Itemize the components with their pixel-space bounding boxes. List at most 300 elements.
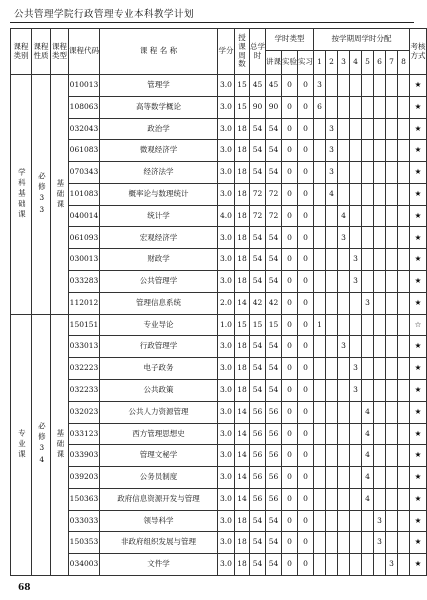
lecture-cell: 72 xyxy=(266,183,282,205)
semester-4-hours-cell xyxy=(350,96,362,118)
practice-cell: 0 xyxy=(298,488,314,510)
semester-6-hours-cell xyxy=(374,140,386,162)
semester-7-hours-cell xyxy=(386,249,398,271)
table-row xyxy=(11,118,427,140)
weeks-cell: 18 xyxy=(235,249,250,271)
semester-1-hours-cell xyxy=(314,379,326,401)
semester-5-hours-cell xyxy=(362,183,374,205)
experiment-cell: 0 xyxy=(282,423,298,445)
semester-2-hours-cell xyxy=(326,249,338,271)
course-code-cell: 032023 xyxy=(69,401,100,423)
total-hours-cell: 56 xyxy=(250,401,266,423)
semester-6-hours-cell xyxy=(374,379,386,401)
semester-3-hours-cell xyxy=(338,445,350,467)
total-hours-cell: 54 xyxy=(250,554,266,576)
semester-5-hours-cell xyxy=(362,96,374,118)
lecture-cell: 54 xyxy=(266,162,282,184)
semester-6-hours-cell xyxy=(374,554,386,576)
lecture-cell: 90 xyxy=(266,96,282,118)
exam-method-cell: ★ xyxy=(410,467,427,489)
practice-cell: 0 xyxy=(298,314,314,336)
semester-7-hours-cell: 3 xyxy=(386,554,398,576)
lecture-cell: 54 xyxy=(266,140,282,162)
semester-3-hours-cell xyxy=(338,118,350,140)
lecture-cell: 54 xyxy=(266,118,282,140)
credits-cell: 3.0 xyxy=(218,379,235,401)
semester-2-hours-cell xyxy=(326,445,338,467)
weeks-cell: 18 xyxy=(235,379,250,401)
semester-7-hours-cell xyxy=(386,532,398,554)
semester-8-hours-cell xyxy=(398,183,410,205)
semester-8-hours-cell xyxy=(398,510,410,532)
semester-1-hours-cell xyxy=(314,358,326,380)
exam-method-cell: ★ xyxy=(410,488,427,510)
semester-7-hours-cell xyxy=(386,205,398,227)
weeks-cell: 18 xyxy=(235,271,250,293)
lecture-cell: 54 xyxy=(266,554,282,576)
semester-4-hours-cell xyxy=(350,183,362,205)
course-code-cell: 039203 xyxy=(69,467,100,489)
course-name-cell: 政府信息资源开发与管理 xyxy=(100,488,218,510)
semester-4-hours-cell: 3 xyxy=(350,249,362,271)
semester-5-hours-cell: 3 xyxy=(362,292,374,314)
weeks-cell: 18 xyxy=(235,205,250,227)
semester-5-hours-cell: 4 xyxy=(362,488,374,510)
semester-6-hours-cell xyxy=(374,445,386,467)
semester-2-hours-cell xyxy=(326,271,338,293)
course-name-cell: 领导科学 xyxy=(100,510,218,532)
table-row xyxy=(11,140,427,162)
page-header: 公共管理学院行政管理专业本科教学计划 xyxy=(14,9,195,20)
table-row xyxy=(11,423,427,445)
experiment-cell: 0 xyxy=(282,183,298,205)
semester-4-hours-cell xyxy=(350,423,362,445)
exam-method-cell: ★ xyxy=(410,423,427,445)
semester-6-hours-cell xyxy=(374,162,386,184)
semester-2-hours-cell: 3 xyxy=(326,140,338,162)
col-semester-5: 5 xyxy=(362,51,374,75)
semester-2-hours-cell xyxy=(326,401,338,423)
col-practice: 实习 xyxy=(298,51,314,75)
semester-2-hours-cell xyxy=(326,336,338,358)
course-code-cell: 108063 xyxy=(69,96,100,118)
semester-5-hours-cell xyxy=(362,379,374,401)
course-nature-cell: 必修34 xyxy=(32,314,51,575)
exam-method-cell: ★ xyxy=(410,140,427,162)
course-code-cell: 033903 xyxy=(69,445,100,467)
semester-2-hours-cell: 3 xyxy=(326,118,338,140)
course-rows xyxy=(11,75,427,576)
semester-7-hours-cell xyxy=(386,379,398,401)
experiment-cell: 0 xyxy=(282,488,298,510)
credits-cell: 3.0 xyxy=(218,510,235,532)
course-name-cell: 管理文秘学 xyxy=(100,445,218,467)
credits-cell: 3.0 xyxy=(218,227,235,249)
semester-6-hours-cell xyxy=(374,249,386,271)
exam-method-cell: ★ xyxy=(410,379,427,401)
course-name-cell: 高等数学概论 xyxy=(100,96,218,118)
credits-cell: 3.0 xyxy=(218,118,235,140)
weeks-cell: 18 xyxy=(235,162,250,184)
practice-cell: 0 xyxy=(298,96,314,118)
col-experiment: 实验 xyxy=(282,51,298,75)
semester-8-hours-cell xyxy=(398,379,410,401)
col-course-code: 课程代码 xyxy=(69,29,100,75)
total-hours-cell: 54 xyxy=(250,140,266,162)
semester-5-hours-cell xyxy=(362,249,374,271)
semester-2-hours-cell xyxy=(326,75,338,97)
semester-7-hours-cell xyxy=(386,336,398,358)
course-name-cell: 财政学 xyxy=(100,249,218,271)
total-hours-cell: 42 xyxy=(250,292,266,314)
semester-3-hours-cell xyxy=(338,271,350,293)
course-code-cell: 150151 xyxy=(69,314,100,336)
lecture-cell: 56 xyxy=(266,445,282,467)
weeks-cell: 14 xyxy=(235,445,250,467)
semester-1-hours-cell: 3 xyxy=(314,75,326,97)
semester-4-hours-cell xyxy=(350,118,362,140)
semester-8-hours-cell xyxy=(398,96,410,118)
experiment-cell: 0 xyxy=(282,445,298,467)
semester-2-hours-cell xyxy=(326,292,338,314)
credits-cell: 3.0 xyxy=(218,488,235,510)
exam-method-cell: ★ xyxy=(410,445,427,467)
table-row xyxy=(11,554,427,576)
total-hours-cell: 54 xyxy=(250,379,266,401)
semester-8-hours-cell xyxy=(398,292,410,314)
practice-cell: 0 xyxy=(298,336,314,358)
semester-1-hours-cell xyxy=(314,445,326,467)
table-row xyxy=(11,488,427,510)
total-hours-cell: 54 xyxy=(250,358,266,380)
semester-3-hours-cell xyxy=(338,379,350,401)
table-row xyxy=(11,292,427,314)
col-lecture: 讲课 xyxy=(266,51,282,75)
col-weeks: 授课周数 xyxy=(235,29,250,75)
semester-8-hours-cell xyxy=(398,140,410,162)
semester-4-hours-cell xyxy=(350,205,362,227)
semester-6-hours-cell xyxy=(374,423,386,445)
practice-cell: 0 xyxy=(298,140,314,162)
col-semester-2: 2 xyxy=(326,51,338,75)
experiment-cell: 0 xyxy=(282,75,298,97)
semester-5-hours-cell xyxy=(362,162,374,184)
total-hours-cell: 56 xyxy=(250,488,266,510)
semester-1-hours-cell xyxy=(314,292,326,314)
experiment-cell: 0 xyxy=(282,467,298,489)
course-name-cell: 微观经济学 xyxy=(100,140,218,162)
weeks-cell: 15 xyxy=(235,75,250,97)
experiment-cell: 0 xyxy=(282,358,298,380)
credits-cell: 3.0 xyxy=(218,75,235,97)
total-hours-cell: 15 xyxy=(250,314,266,336)
table-row xyxy=(11,183,427,205)
course-category-cell: 学科基础课 xyxy=(11,75,32,315)
lecture-cell: 56 xyxy=(266,401,282,423)
lecture-cell: 54 xyxy=(266,532,282,554)
semester-7-hours-cell xyxy=(386,467,398,489)
semester-5-hours-cell xyxy=(362,554,374,576)
semester-2-hours-cell xyxy=(326,488,338,510)
semester-2-hours-cell xyxy=(326,227,338,249)
exam-method-cell: ★ xyxy=(410,292,427,314)
semester-7-hours-cell xyxy=(386,118,398,140)
total-hours-cell: 54 xyxy=(250,532,266,554)
table-row xyxy=(11,96,427,118)
page-number: 68 xyxy=(18,583,31,593)
semester-5-hours-cell xyxy=(362,75,374,97)
course-name-cell: 文件学 xyxy=(100,554,218,576)
course-code-cell: 032233 xyxy=(69,379,100,401)
semester-6-hours-cell xyxy=(374,314,386,336)
credits-cell: 3.0 xyxy=(218,96,235,118)
lecture-cell: 54 xyxy=(266,249,282,271)
semester-7-hours-cell xyxy=(386,140,398,162)
total-hours-cell: 54 xyxy=(250,271,266,293)
semester-4-hours-cell xyxy=(350,162,362,184)
semester-1-hours-cell xyxy=(314,118,326,140)
table-row xyxy=(11,75,427,97)
weeks-cell: 18 xyxy=(235,183,250,205)
semester-5-hours-cell xyxy=(362,510,374,532)
semester-3-hours-cell xyxy=(338,75,350,97)
semester-1-hours-cell xyxy=(314,227,326,249)
semester-8-hours-cell xyxy=(398,401,410,423)
course-code-cell: 112012 xyxy=(69,292,100,314)
semester-1-hours-cell xyxy=(314,423,326,445)
course-name-cell: 公共人力资源管理 xyxy=(100,401,218,423)
col-semester-3: 3 xyxy=(338,51,350,75)
semester-3-hours-cell xyxy=(338,488,350,510)
table-row xyxy=(11,205,427,227)
practice-cell: 0 xyxy=(298,162,314,184)
semester-8-hours-cell xyxy=(398,336,410,358)
semester-5-hours-cell xyxy=(362,358,374,380)
col-credits: 学分 xyxy=(218,29,235,75)
semester-7-hours-cell xyxy=(386,183,398,205)
semester-4-hours-cell xyxy=(350,140,362,162)
semester-8-hours-cell xyxy=(398,118,410,140)
semester-4-hours-cell xyxy=(350,336,362,358)
semester-6-hours-cell xyxy=(374,467,386,489)
semester-3-hours-cell: 3 xyxy=(338,336,350,358)
semester-4-hours-cell xyxy=(350,292,362,314)
col-course-type: 课程类型 xyxy=(51,29,69,75)
semester-5-hours-cell: 4 xyxy=(362,401,374,423)
semester-4-hours-cell xyxy=(350,467,362,489)
semester-6-hours-cell xyxy=(374,358,386,380)
semester-2-hours-cell xyxy=(326,358,338,380)
semester-7-hours-cell xyxy=(386,423,398,445)
exam-method-cell: ★ xyxy=(410,532,427,554)
credits-cell: 4.0 xyxy=(218,205,235,227)
semester-4-hours-cell: 3 xyxy=(350,358,362,380)
semester-5-hours-cell xyxy=(362,118,374,140)
col-exam-method: 考核方式 xyxy=(410,29,427,75)
semester-2-hours-cell xyxy=(326,510,338,532)
semester-4-hours-cell xyxy=(350,445,362,467)
exam-method-cell: ★ xyxy=(410,249,427,271)
course-name-cell: 宏观经济学 xyxy=(100,227,218,249)
semester-4-hours-cell xyxy=(350,314,362,336)
semester-7-hours-cell xyxy=(386,510,398,532)
weeks-cell: 14 xyxy=(235,467,250,489)
lecture-cell: 56 xyxy=(266,488,282,510)
total-hours-cell: 56 xyxy=(250,423,266,445)
lecture-cell: 15 xyxy=(266,314,282,336)
practice-cell: 0 xyxy=(298,118,314,140)
semester-7-hours-cell xyxy=(386,358,398,380)
course-code-cell: 101083 xyxy=(69,183,100,205)
semester-1-hours-cell xyxy=(314,271,326,293)
weeks-cell: 18 xyxy=(235,118,250,140)
experiment-cell: 0 xyxy=(282,554,298,576)
semester-5-hours-cell xyxy=(362,227,374,249)
semester-3-hours-cell xyxy=(338,314,350,336)
semester-8-hours-cell xyxy=(398,532,410,554)
semester-2-hours-cell xyxy=(326,532,338,554)
semester-4-hours-cell xyxy=(350,554,362,576)
semester-1-hours-cell xyxy=(314,510,326,532)
semester-8-hours-cell xyxy=(398,423,410,445)
practice-cell: 0 xyxy=(298,379,314,401)
semester-8-hours-cell xyxy=(398,205,410,227)
experiment-cell: 0 xyxy=(282,314,298,336)
exam-method-cell: ★ xyxy=(410,205,427,227)
weeks-cell: 18 xyxy=(235,510,250,532)
weeks-cell: 15 xyxy=(235,96,250,118)
course-code-cell: 030013 xyxy=(69,249,100,271)
experiment-cell: 0 xyxy=(282,271,298,293)
col-course-name: 课 程 名 称 xyxy=(100,29,218,75)
semester-6-hours-cell xyxy=(374,292,386,314)
semester-6-hours-cell xyxy=(374,75,386,97)
total-hours-cell: 54 xyxy=(250,510,266,532)
semester-6-hours-cell xyxy=(374,183,386,205)
semester-8-hours-cell xyxy=(398,445,410,467)
experiment-cell: 0 xyxy=(282,532,298,554)
practice-cell: 0 xyxy=(298,292,314,314)
weeks-cell: 14 xyxy=(235,488,250,510)
semester-2-hours-cell: 3 xyxy=(326,162,338,184)
course-code-cell: 032043 xyxy=(69,118,100,140)
course-type-cell: 基础课 xyxy=(51,314,69,575)
course-code-cell: 150353 xyxy=(69,532,100,554)
practice-cell: 0 xyxy=(298,423,314,445)
practice-cell: 0 xyxy=(298,445,314,467)
semester-4-hours-cell xyxy=(350,488,362,510)
semester-7-hours-cell xyxy=(386,314,398,336)
course-code-cell: 033013 xyxy=(69,336,100,358)
semester-6-hours-cell xyxy=(374,488,386,510)
total-hours-cell: 45 xyxy=(250,75,266,97)
practice-cell: 0 xyxy=(298,532,314,554)
semester-8-hours-cell xyxy=(398,271,410,293)
lecture-cell: 54 xyxy=(266,227,282,249)
semester-7-hours-cell xyxy=(386,162,398,184)
table-row xyxy=(11,532,427,554)
weeks-cell: 18 xyxy=(235,532,250,554)
course-code-cell: 034003 xyxy=(69,554,100,576)
semester-1-hours-cell xyxy=(314,467,326,489)
credits-cell: 3.0 xyxy=(218,467,235,489)
semester-6-hours-cell xyxy=(374,227,386,249)
practice-cell: 0 xyxy=(298,467,314,489)
col-semester-group: 按学期周学时分配 xyxy=(314,29,410,51)
lecture-cell: 56 xyxy=(266,467,282,489)
semester-3-hours-cell xyxy=(338,532,350,554)
credits-cell: 3.0 xyxy=(218,401,235,423)
semester-6-hours-cell xyxy=(374,271,386,293)
total-hours-cell: 72 xyxy=(250,183,266,205)
semester-2-hours-cell xyxy=(326,205,338,227)
total-hours-cell: 54 xyxy=(250,336,266,358)
weeks-cell: 18 xyxy=(235,227,250,249)
semester-2-hours-cell xyxy=(326,423,338,445)
col-hours-type-group: 学时类型 xyxy=(266,29,314,51)
semester-1-hours-cell xyxy=(314,401,326,423)
credits-cell: 2.0 xyxy=(218,292,235,314)
course-name-cell: 概率论与数理统计 xyxy=(100,183,218,205)
exam-method-cell: ★ xyxy=(410,118,427,140)
course-name-cell: 政治学 xyxy=(100,118,218,140)
semester-8-hours-cell xyxy=(398,162,410,184)
table-row xyxy=(11,445,427,467)
semester-5-hours-cell xyxy=(362,271,374,293)
course-code-cell: 070343 xyxy=(69,162,100,184)
lecture-cell: 54 xyxy=(266,358,282,380)
semester-6-hours-cell: 3 xyxy=(374,532,386,554)
experiment-cell: 0 xyxy=(282,118,298,140)
table-row xyxy=(11,379,427,401)
semester-7-hours-cell xyxy=(386,75,398,97)
semester-6-hours-cell xyxy=(374,205,386,227)
exam-method-cell: ★ xyxy=(410,336,427,358)
lecture-cell: 54 xyxy=(266,510,282,532)
course-name-cell: 经济法学 xyxy=(100,162,218,184)
semester-6-hours-cell xyxy=(374,96,386,118)
semester-1-hours-cell xyxy=(314,140,326,162)
credits-cell: 1.0 xyxy=(218,314,235,336)
semester-2-hours-cell xyxy=(326,554,338,576)
credits-cell: 3.0 xyxy=(218,336,235,358)
lecture-cell: 54 xyxy=(266,271,282,293)
table-row xyxy=(11,271,427,293)
credits-cell: 3.0 xyxy=(218,183,235,205)
semester-3-hours-cell xyxy=(338,423,350,445)
semester-4-hours-cell xyxy=(350,227,362,249)
weeks-cell: 18 xyxy=(235,336,250,358)
semester-1-hours-cell xyxy=(314,249,326,271)
course-code-cell: 032223 xyxy=(69,358,100,380)
col-semester-8: 8 xyxy=(398,51,410,75)
semester-1-hours-cell: 1 xyxy=(314,314,326,336)
semester-1-hours-cell xyxy=(314,554,326,576)
experiment-cell: 0 xyxy=(282,292,298,314)
credits-cell: 3.0 xyxy=(218,140,235,162)
semester-1-hours-cell xyxy=(314,183,326,205)
semester-1-hours-cell xyxy=(314,205,326,227)
semester-6-hours-cell xyxy=(374,401,386,423)
total-hours-cell: 54 xyxy=(250,118,266,140)
lecture-cell: 72 xyxy=(266,205,282,227)
semester-8-hours-cell xyxy=(398,75,410,97)
semester-3-hours-cell xyxy=(338,292,350,314)
semester-2-hours-cell xyxy=(326,314,338,336)
total-hours-cell: 54 xyxy=(250,227,266,249)
practice-cell: 0 xyxy=(298,271,314,293)
course-category-cell: 专业课 xyxy=(11,314,32,575)
